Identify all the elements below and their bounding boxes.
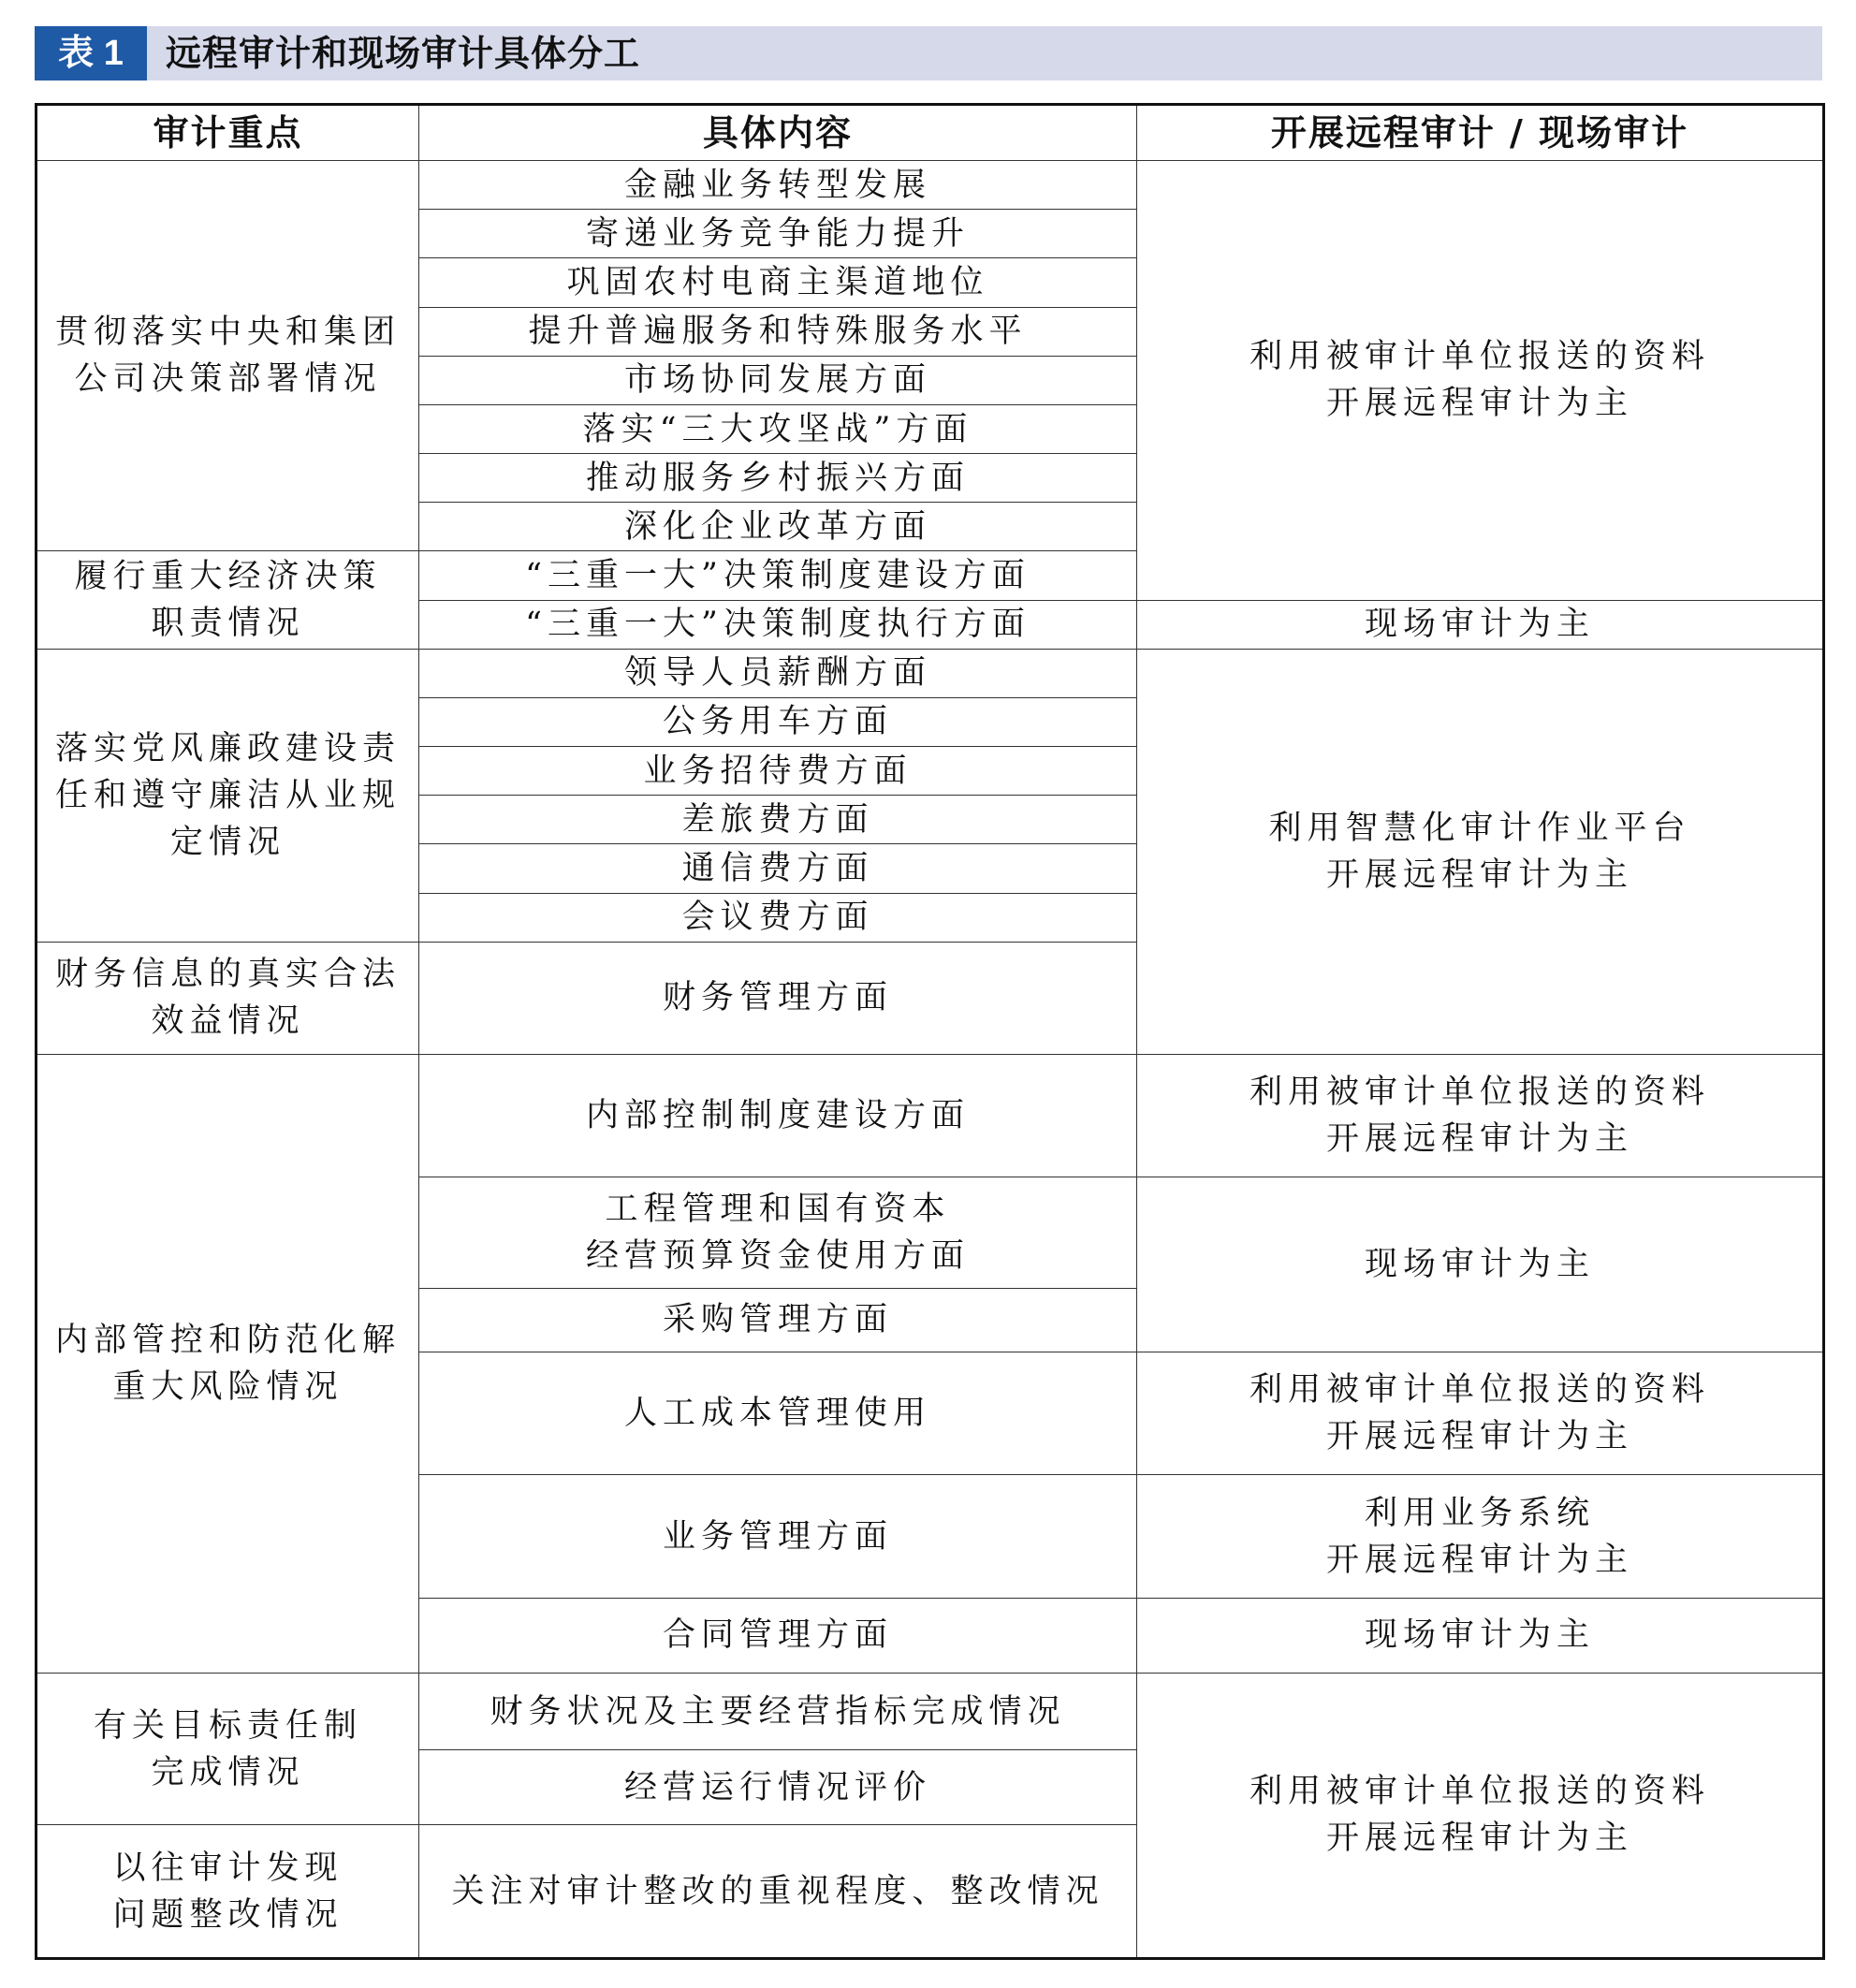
content-cell: 通信费方面	[419, 844, 1137, 893]
content-cell: 业务管理方面	[419, 1475, 1137, 1598]
focus-cell: 履行重大经济决策 职责情况	[37, 551, 419, 649]
content-cell: 提升普遍服务和特殊服务水平	[419, 307, 1137, 356]
table-row	[37, 161, 1824, 210]
content-cell: 差旅费方面	[419, 796, 1137, 844]
table-number-badge: 表 1	[35, 26, 147, 80]
content-cell: 工程管理和国有资本 经营预算资金使用方面	[419, 1177, 1137, 1288]
table-row	[37, 1055, 1824, 1177]
focus-cell: 有关目标责任制 完成情况	[37, 1673, 419, 1824]
content-cell: “三重一大”决策制度建设方面	[419, 551, 1137, 600]
mode-cell: 利用被审计单位报送的资料 开展远程审计为主	[1137, 1673, 1824, 1958]
content-cell: 领导人员薪酬方面	[419, 649, 1137, 697]
content-cell: 业务招待费方面	[419, 747, 1137, 796]
content-cell: 关注对审计整改的重视程度、整改情况	[419, 1825, 1137, 1959]
focus-cell: 贯彻落实中央和集团 公司决策部署情况	[37, 161, 419, 551]
content-cell: 落实“三大攻坚战”方面	[419, 404, 1137, 453]
table-title-bar	[35, 26, 1822, 80]
focus-cell: 财务信息的真实合法 效益情况	[37, 942, 419, 1054]
table-header-row	[37, 105, 1824, 161]
focus-cell: 内部管控和防范化解 重大风险情况	[37, 1055, 419, 1674]
focus-cell: 以往审计发现 问题整改情况	[37, 1825, 419, 1959]
content-cell: “三重一大”决策制度执行方面	[419, 600, 1137, 649]
content-cell: 采购管理方面	[419, 1288, 1137, 1352]
mode-cell: 利用被审计单位报送的资料 开展远程审计为主	[1137, 161, 1824, 600]
content-cell: 推动服务乡村振兴方面	[419, 454, 1137, 503]
table-title: 远程审计和现场审计具体分工	[166, 33, 641, 74]
content-cell: 财务管理方面	[419, 942, 1137, 1054]
content-cell: 经营运行情况评价	[419, 1750, 1137, 1825]
content-cell: 巩固农村电商主渠道地位	[419, 258, 1137, 307]
content-cell: 人工成本管理使用	[419, 1352, 1137, 1474]
content-cell: 合同管理方面	[419, 1598, 1137, 1673]
mode-cell: 利用智慧化审计作业平台 开展远程审计为主	[1137, 649, 1824, 1054]
mode-cell: 现场审计为主	[1137, 1598, 1824, 1673]
mode-cell: 利用被审计单位报送的资料 开展远程审计为主	[1137, 1055, 1824, 1177]
mode-cell: 现场审计为主	[1137, 600, 1824, 649]
mode-cell: 利用被审计单位报送的资料 开展远程审计为主	[1137, 1352, 1824, 1474]
content-cell: 市场协同发展方面	[419, 356, 1137, 404]
mode-cell: 现场审计为主	[1137, 1177, 1824, 1352]
table-row	[37, 1673, 1824, 1749]
header-audit-focus: 审计重点	[37, 105, 419, 161]
content-cell: 财务状况及主要经营指标完成情况	[419, 1673, 1137, 1749]
content-cell: 内部控制制度建设方面	[419, 1055, 1137, 1177]
mode-cell: 利用业务系统 开展远程审计为主	[1137, 1475, 1824, 1598]
content-cell: 公务用车方面	[419, 697, 1137, 746]
content-cell: 深化企业改革方面	[419, 503, 1137, 551]
header-audit-mode: 开展远程审计 / 现场审计	[1137, 105, 1824, 161]
table-row	[37, 649, 1824, 697]
content-cell: 金融业务转型发展	[419, 161, 1137, 210]
audit-division-table	[35, 103, 1825, 1960]
content-cell: 会议费方面	[419, 893, 1137, 942]
content-cell: 寄递业务竞争能力提升	[419, 210, 1137, 258]
header-content: 具体内容	[419, 105, 1137, 161]
focus-cell: 落实党风廉政建设责 任和遵守廉洁从业规 定情况	[37, 649, 419, 942]
